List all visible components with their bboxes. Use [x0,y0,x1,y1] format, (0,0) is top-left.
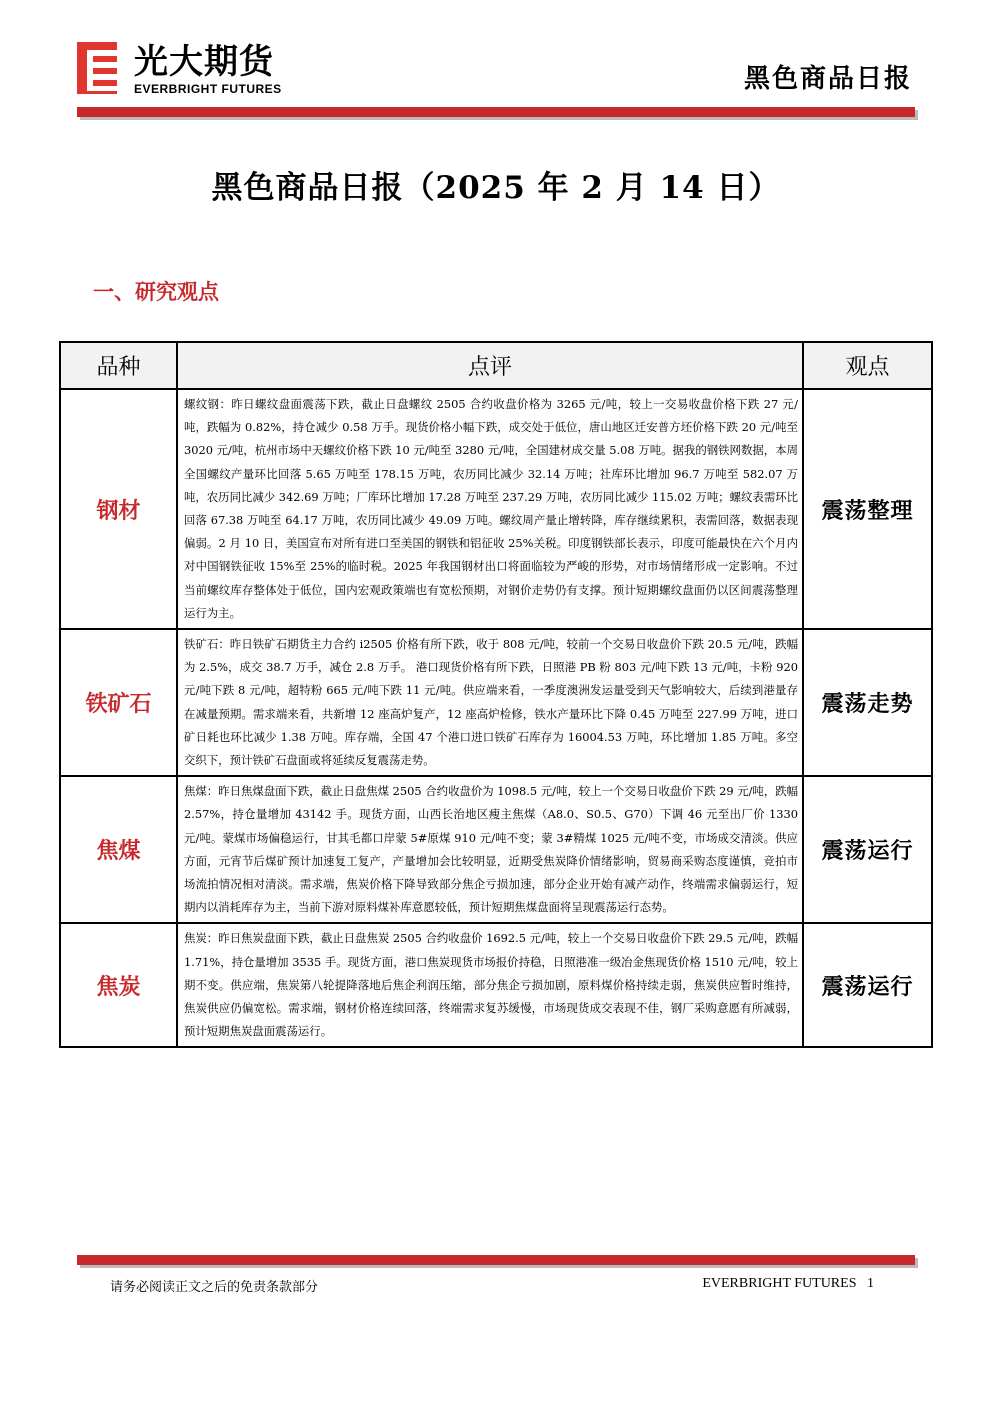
header-divider [77,107,915,117]
table-row [60,389,932,629]
page-number: 1 [867,1276,874,1291]
header-view: 观点 [803,342,932,389]
footer-brand-page [702,1276,874,1292]
section-title: 一、研究观点 [93,279,219,304]
page-title: 黑色商品日报（2025 年 2 月 14 日） [211,170,781,206]
header-comment: 点评 [177,342,803,389]
footer-disclaimer: 请务必阅读正文之后的免责条款部分 [110,1280,319,1295]
table-header-row [60,342,932,389]
comment-cell: 铁矿石：昨日铁矿石期货主力合约 i2505 价格有所下跌，收于 808 元/吨，较前一个交易日收盘价下跌 20.5 元/吨，跌幅为 2.5%，成交 38.7 万手，减仓 2.8 万手。 港口现货价格有所下跌，日照港 PB 粉 803 元/吨下跌 13 元/吨，卡粉 920 元/吨下跌 8 元/吨，超特粉 665 元/吨下跌 11 元/吨。供应端来看，一季度澳洲发运量受到天气影响较大，后续到港量存在减量预期。需求端来看，共新增 12 座高炉复产，12 座高炉检修，铁水产量环比下降 0.45 万吨至 227.99 万吨，进口矿日耗也环比减少 1.38 万吨。库存端，全国 47 个港口进口铁矿石库存为 16004.53 万吨，环比增加 1.85 万吨。多空交织下，预计铁矿石盘面或将延续反复震荡走势。 [177,629,803,776]
comment-cell: 焦煤：昨日焦煤盘面下跌，截止日盘焦煤 2505 合约收盘价为 1098.5 元/吨，较上一个交易日收盘价下跌 29 元/吨，跌幅 2.57%，持仓量增加 43142 手。现货方面，山西长治地区瘦主焦煤（A8.0、S0.5、G70）下调 46 元至出厂价 1330 元/吨。蒙煤市场偏稳运行，甘其毛都口岸蒙 5#原煤 910 元/吨不变；蒙 3#精煤 1025 元/吨不变，市场成交清淡。供应方面，元宵节后煤矿预计加速复工复产，产量增加会比较明显，近期受焦炭降价情绪影响，贸易商采购态度谨慎，竞拍市场流拍情况相对清淡。需求端，焦炭价格下降导致部分焦企亏损加速，部分企业开始有减产动作，终端需求偏弱运行，短期内以消耗库存为主，当前下游对原料煤补库意愿较低，预计短期焦煤盘面将呈现震荡运行态势。 [177,776,803,923]
table-row [60,923,932,1047]
brand-name-en: EVERBRIGHT FUTURES [134,82,282,96]
report-name: 黑色商品日报 [743,64,912,94]
view-cell: 震荡整理 [803,389,932,629]
variety-cell: 钢材 [60,389,177,629]
footer-divider [77,1255,915,1265]
footer-brand: EVERBRIGHT FUTURES [702,1276,857,1291]
brand-logo-icon [77,42,117,94]
view-cell: 震荡走势 [803,629,932,776]
research-view-table [59,341,933,1048]
variety-cell: 焦煤 [60,776,177,923]
variety-cell: 铁矿石 [60,629,177,776]
comment-cell: 螺纹钢：昨日螺纹盘面震荡下跌，截止日盘螺纹 2505 合约收盘价格为 3265 元/吨，较上一交易收盘价格下跌 27 元/吨，跌幅为 0.82%，持仓减少 0.58 万手。现货价格小幅下跌，成交处于低位，唐山地区迁安普方坯价格下跌 20 元/吨至 3020 元/吨，杭州市场中天螺纹价格下跌 10 元/吨至 3280 元/吨，全国建材成交量 5.08 万吨。据我的钢铁网数据，本周全国螺纹产量环比回落 5.65 万吨至 178.15 万吨，农历同比减少 32.14 万吨；社库环比增加 96.7 万吨至 582.07 万吨，农历同比减少 342.69 万吨；厂库环比增加 17.28 万吨至 237.29 万吨，农历同比减少 115.02 万吨；螺纹表需环比回落 67.38 万吨至 64.17 万吨，农历同比减少 49.09 万吨。螺纹周产量止增转降，库存继续累积，表需回落，数据表现偏弱。2 月 10 日，美国宣布对所有进口至美国的钢铁和铝征收 25%关税。印度钢铁部长表示，印度可能最快在六个月内对中国钢铁征收 15%至 25%的临时税。2025 年我国钢材出口将面临较为严峻的形势，对市场情绪形成一定影响。不过当前螺纹库存整体处于低位，国内宏观政策端也有宽松预期，对钢价走势仍有支撑。预计短期螺纹盘面仍以区间震荡整理运行为主。 [177,389,803,629]
brand-name-cn: 光大期货 [134,42,274,82]
variety-cell: 焦炭 [60,923,177,1047]
table-row [60,776,932,923]
header-variety: 品种 [60,342,177,389]
view-cell: 震荡运行 [803,776,932,923]
comment-cell: 焦炭：昨日焦炭盘面下跌，截止日盘焦炭 2505 合约收盘价 1692.5 元/吨，较上一个交易日收盘价下跌 29.5 元/吨，跌幅 1.71%，持仓量增加 3535 手。现货方面，港口焦炭现货市场报价持稳，日照港准一级冶金焦现货价格 1510 元/吨，较上期不变。供应端，焦炭第八轮提降落地后焦企利润压缩，部分焦企亏损加剧，原料煤价格持续走弱，焦炭供应暂时维持，焦炭供应仍偏宽松。需求端，钢材价格连续回落，终端需求复苏缓慢，市场现货成交表现不佳，钢厂采购意愿有所减弱，预计短期焦炭盘面震荡运行。 [177,923,803,1047]
table-row [60,629,932,776]
view-cell: 震荡运行 [803,923,932,1047]
